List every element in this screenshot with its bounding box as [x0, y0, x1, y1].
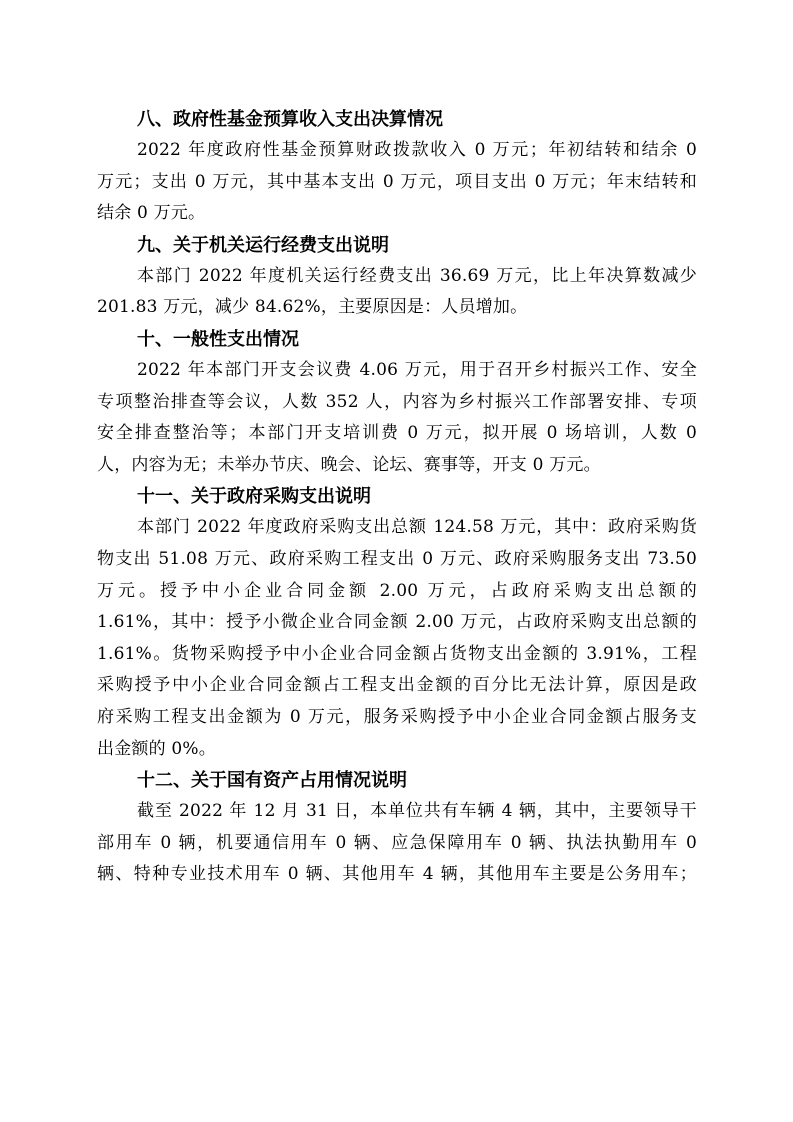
section-paragraph-state-assets: [97, 796, 697, 891]
paragraph-line: 安全排查整治等；本部门开支培训费 0 万元，拟开展 0 场培训，人数 0: [97, 423, 697, 444]
paragraph-line: 部用车 0 辆，机要通信用车 0 辆、应急保障用车 0 辆、执法执勤用车 0: [97, 832, 697, 853]
section-paragraph-government-procurement: [97, 512, 697, 765]
section-paragraph-operating-expenses: [97, 261, 697, 324]
section-heading-state-assets: 十二、关于国有资产占用情况说明: [137, 770, 407, 792]
paragraph-line: 万元。授予中小企业合同金额 2.00 万元，占政府采购支出总额的: [97, 580, 697, 601]
paragraph-line: 出金额的 0%。: [97, 738, 216, 759]
paragraph-line: 专项整治排查等会议，人数 352 人，内容为乡村振兴工作部署安排、专项: [97, 391, 697, 412]
paragraph-line: 本部门 2022 年度政府采购支出总额 124.58 万元，其中：政府采购货: [137, 517, 697, 538]
paragraph-line: 结余 0 万元。: [97, 203, 206, 224]
paragraph-line: 人，内容为无；未举办节庆、晚会、论坛、赛事等，开支 0 万元。: [97, 454, 601, 475]
paragraph-line: 采购授予中小企业合同金额占工程支出金额的百分比无法计算，原因是政: [97, 675, 697, 696]
section-paragraph-general-expenditure: [97, 355, 697, 481]
document-body: [97, 104, 697, 891]
section-heading-government-fund: 八、政府性基金预算收入支出决算情况: [137, 109, 443, 130]
paragraph-line: 1.61%。货物采购授予中小企业合同金额占货物支出金额的 3.91%，工程: [97, 643, 697, 664]
paragraph-line: 1.61%，其中：授予小微企业合同金额 2.00 万元，占政府采购支出总额的: [97, 612, 697, 633]
section-heading-government-procurement: 十一、关于政府采购支出说明: [137, 486, 371, 508]
paragraph-line: 本部门 2022 年度机关运行经费支出 36.69 万元，比上年决算数减少: [137, 265, 697, 286]
paragraph-line: 府采购工程支出金额为 0 万元，服务采购授予中小企业合同金额占服务支: [97, 706, 697, 727]
section-paragraph-government-fund: [97, 135, 697, 230]
paragraph-line: 截至 2022 年 12 月 31 日，本单位共有车辆 4 辆，其中，主要领导干: [137, 801, 697, 822]
paragraph-line: 物支出 51.08 万元、政府采购工程支出 0 万元、政府采购服务支出 73.50: [97, 548, 697, 569]
paragraph-line: 2022 年本部门开支会议费 4.06 万元，用于召开乡村振兴工作、安全: [137, 359, 697, 380]
section-heading-general-expenditure: 十、一般性支出情况: [137, 328, 299, 350]
paragraph-line: 2022 年度政府性基金预算财政拨款收入 0 万元；年初结转和结余 0: [137, 140, 697, 160]
paragraph-line: 201.83 万元，减少 84.62%，主要原因是：人员增加。: [97, 297, 528, 318]
section-heading-operating-expenses: 九、关于机关运行经费支出说明: [137, 234, 389, 256]
paragraph-line: 辆、特种专业技术用车 0 辆、其他用车 4 辆，其他用车主要是公务用车；: [97, 864, 697, 885]
paragraph-line: 万元；支出 0 万元，其中基本支出 0 万元，项目支出 0 万元；年末结转和: [97, 171, 697, 192]
